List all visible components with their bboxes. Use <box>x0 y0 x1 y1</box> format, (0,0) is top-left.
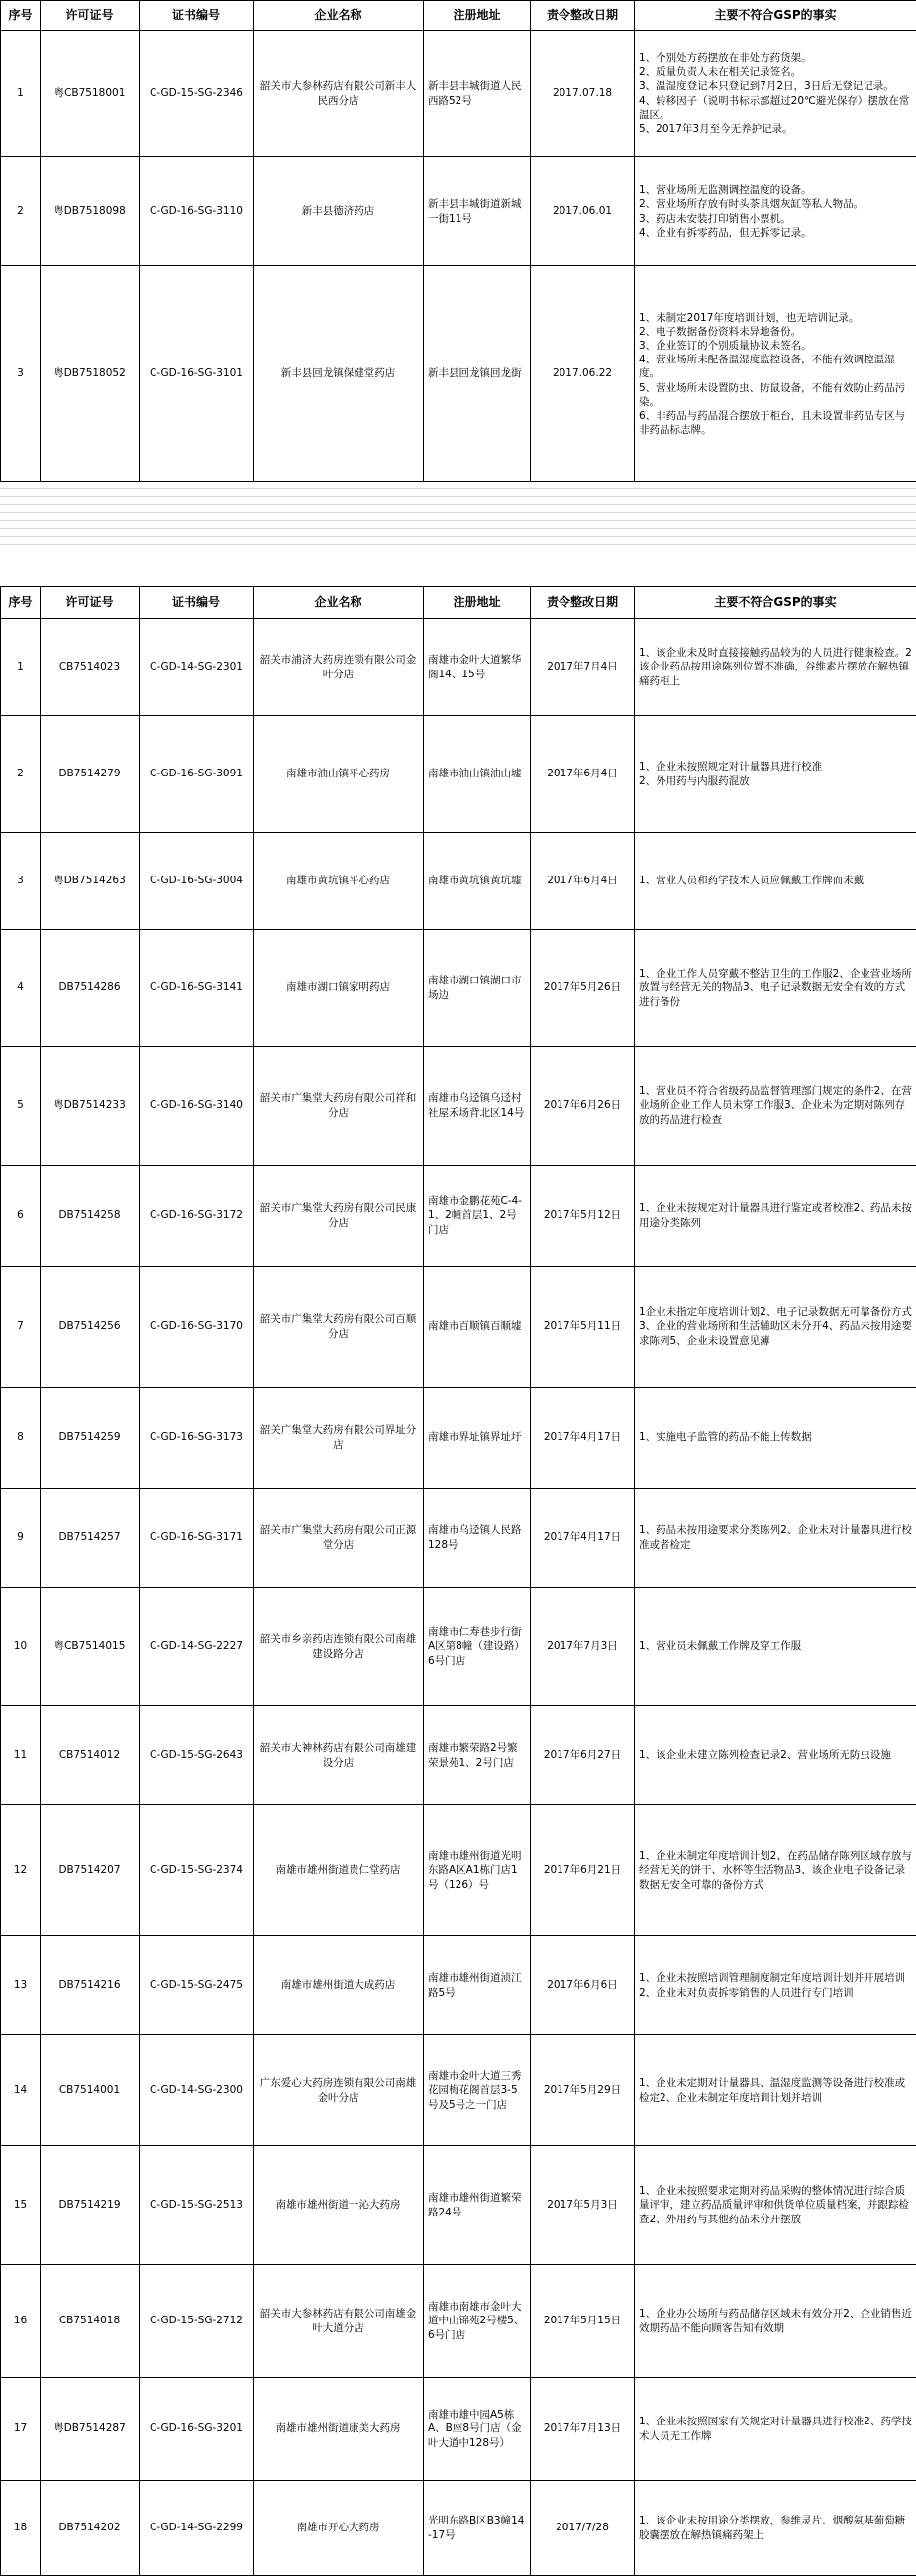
inspection-table-xinfeng <box>0 0 916 482</box>
certificate-cell: C-GD-15-SG-2513 <box>140 2146 254 2265</box>
license-cell: DB7514286 <box>41 930 140 1047</box>
address-cell: 南雄市乌迳镇乌迳村社屋禾场背北区14号 <box>424 1047 531 1166</box>
company-cell: 韶关市广集堂大药房有限公司正源堂分店 <box>254 1489 424 1588</box>
table-row <box>1 1706 916 1805</box>
address-cell: 南雄市南雄市金叶大道中山锦苑2号楼5、6号门店 <box>424 2265 531 2378</box>
table-header-row <box>1 1 916 31</box>
license-cell: CB7514023 <box>41 619 140 716</box>
certificate-cell: C-GD-16-SG-3101 <box>140 266 254 482</box>
violations-cell: 1、企业办公场所与药品储存区域未有效分开2、企业销售近效期药品不能向顾客告知有效期 <box>635 2265 916 2378</box>
company-cell: 韶关市大神林药店有限公司南雄建设分店 <box>254 1706 424 1805</box>
header-cell: 许可证号 <box>41 587 140 619</box>
violations-cell: 1、企业未按规定对计量器具进行鉴定或者校准2、药品未按用途分类陈列 <box>635 1166 916 1267</box>
company-cell: 韶关市乡亲药店连锁有限公司南雄建设路分店 <box>254 1588 424 1706</box>
address-cell: 新丰县丰城街道人民西路52号 <box>424 31 531 157</box>
serial-cell: 17 <box>1 2378 41 2481</box>
certificate-cell: C-GD-15-SG-2643 <box>140 1706 254 1805</box>
address-cell: 南雄市繁荣路2号繁荣景苑1、2号门店 <box>424 1706 531 1805</box>
address-cell: 光明东路B区B3幢14-17号 <box>424 2481 531 2576</box>
serial-cell: 9 <box>1 1489 41 1588</box>
company-cell: 韶关市广集堂大药房有限公司祥和分店 <box>254 1047 424 1166</box>
date-cell: 2017年5月15日 <box>531 2265 635 2378</box>
date-cell: 2017年6月26日 <box>531 1047 635 1166</box>
header-cell: 证书编号 <box>140 1 254 31</box>
serial-cell: 18 <box>1 2481 41 2576</box>
violations-cell: 1、药品未按用途要求分类陈列2、企业未对计量器具进行校准或者检定 <box>635 1489 916 1588</box>
certificate-cell: C-GD-16-SG-3170 <box>140 1267 254 1388</box>
date-cell: 2017年5月11日 <box>531 1267 635 1388</box>
date-cell: 2017年5月12日 <box>531 1166 635 1267</box>
header-cell: 企业名称 <box>254 1 424 31</box>
license-cell: 粤DB7514287 <box>41 2378 140 2481</box>
address-cell: 南雄市黄坑镇黄坑墟 <box>424 833 531 930</box>
address-cell: 南雄市雄中园A5栋A、B座8号门店（金叶大道中128号） <box>424 2378 531 2481</box>
license-cell: DB7514256 <box>41 1267 140 1388</box>
license-cell: CB7514001 <box>41 2035 140 2146</box>
header-cell: 责令整改日期 <box>531 1 635 31</box>
company-cell: 南雄市雄州街道大成药店 <box>254 1936 424 2035</box>
serial-cell: 11 <box>1 1706 41 1805</box>
certificate-cell: C-GD-16-SG-3201 <box>140 2378 254 2481</box>
address-cell: 南雄市雄州街道繁荣路24号 <box>424 2146 531 2265</box>
table-row <box>1 1388 916 1489</box>
table-row <box>1 2035 916 2146</box>
violations-cell: 1企业未指定年度培训计划2、电子记录数据无可靠备份方式3、企业的营业场所和生活辅助区未分开4、药品未按用途要求陈列5、企业未设置意见薄 <box>635 1267 916 1388</box>
header-cell: 注册地址 <box>424 1 531 31</box>
table-row <box>1 1267 916 1388</box>
date-cell: 2017年5月29日 <box>531 2035 635 2146</box>
table-row <box>1 31 916 157</box>
serial-cell: 4 <box>1 930 41 1047</box>
license-cell: 粤CB7514015 <box>41 1588 140 1706</box>
date-cell: 2017.06.01 <box>531 157 635 266</box>
date-cell: 2017年7月4日 <box>531 619 635 716</box>
license-cell: CB7514012 <box>41 1706 140 1805</box>
serial-cell: 1 <box>1 619 41 716</box>
violations-cell: 1、企业未按照培训管理制度制定年度培训计划并开展培训2、企业未对负责拆零销售的人员进行专门培训 <box>635 1936 916 2035</box>
header-cell: 序号 <box>1 587 41 619</box>
table-row <box>1 2481 916 2576</box>
inspection-table-nanxiong <box>0 586 916 2576</box>
serial-cell: 2 <box>1 716 41 833</box>
serial-cell: 3 <box>1 266 41 482</box>
certificate-cell: C-GD-16-SG-3171 <box>140 1489 254 1588</box>
date-cell: 2017年6月4日 <box>531 716 635 833</box>
license-cell: DB7514259 <box>41 1388 140 1489</box>
certificate-cell: C-GD-15-SG-2712 <box>140 2265 254 2378</box>
table-row <box>1 619 916 716</box>
address-cell: 南雄市界址镇界址圩 <box>424 1388 531 1489</box>
certificate-cell: C-GD-14-SG-2227 <box>140 1588 254 1706</box>
header-cell: 企业名称 <box>254 587 424 619</box>
blank-spreadsheet-rows <box>0 481 916 545</box>
date-cell: 2017年4月17日 <box>531 1388 635 1489</box>
header-cell: 序号 <box>1 1 41 31</box>
header-cell: 证书编号 <box>140 587 254 619</box>
table-row <box>1 1936 916 2035</box>
license-cell: 粤DB7514233 <box>41 1047 140 1166</box>
serial-cell: 2 <box>1 157 41 266</box>
company-cell: 韶关广集堂大药房有限公司界址分店 <box>254 1388 424 1489</box>
company-cell: 南雄市油山镇平心药房 <box>254 716 424 833</box>
company-cell: 韶关市大参林药店有限公司南雄金叶大道分店 <box>254 2265 424 2378</box>
serial-cell: 15 <box>1 2146 41 2265</box>
violations-cell: 1、营业场所无监测调控温度的设备。 2、营业场所存放有时头茶具烟灰缸等私人物品。 3、药店未安装打印销售小票机。 4、企业有拆零药品，但无拆零记录。 <box>635 157 916 266</box>
address-cell: 新丰县回龙镇回龙街 <box>424 266 531 482</box>
date-cell: 2017年5月26日 <box>531 930 635 1047</box>
company-cell: 新丰县回龙镇保健堂药店 <box>254 266 424 482</box>
date-cell: 2017年4月17日 <box>531 1489 635 1588</box>
date-cell: 2017年7月13日 <box>531 2378 635 2481</box>
address-cell: 南雄市湖口镇湖口市场边 <box>424 930 531 1047</box>
table-row <box>1 1489 916 1588</box>
license-cell: 粤CB7518001 <box>41 31 140 157</box>
serial-cell: 13 <box>1 1936 41 2035</box>
violations-cell: 1、企业未按照要求定期对药品采购的整体情况进行综合质量评审，建立药品质量评审和供货单位质量档案，并跟踪检查2、外用药与其他药品未分开摆放 <box>635 2146 916 2265</box>
certificate-cell: C-GD-16-SG-3140 <box>140 1047 254 1166</box>
header-cell: 主要不符合GSP的事实 <box>635 587 916 619</box>
certificate-cell: C-GD-14-SG-2300 <box>140 2035 254 2146</box>
table-row <box>1 2378 916 2481</box>
company-cell: 韶关市广集堂大药房有限公司民康分店 <box>254 1166 424 1267</box>
company-cell: 韶关市大参林药店有限公司新丰人民西分店 <box>254 31 424 157</box>
license-cell: 粤DB7518052 <box>41 266 140 482</box>
company-cell: 南雄市雄州街道一沁大药房 <box>254 2146 424 2265</box>
serial-cell: 6 <box>1 1166 41 1267</box>
table-row <box>1 1588 916 1706</box>
header-cell: 责令整改日期 <box>531 587 635 619</box>
license-cell: DB7514258 <box>41 1166 140 1267</box>
company-cell: 南雄市开心大药房 <box>254 2481 424 2576</box>
violations-cell: 1、企业未定期对计量器具、温湿度监测等设备进行校准或检定2、企业未制定年度培训计划并培训 <box>635 2035 916 2146</box>
date-cell: 2017年6月21日 <box>531 1805 635 1936</box>
table-row <box>1 2265 916 2378</box>
violations-cell: 1、企业未按照国家有关规定对计量器具进行校准2、药学技术人员无工作牌 <box>635 2378 916 2481</box>
company-cell: 南雄市湖口镇家明药店 <box>254 930 424 1047</box>
table-row <box>1 266 916 482</box>
license-cell: DB7514202 <box>41 2481 140 2576</box>
certificate-cell: C-GD-16-SG-3110 <box>140 157 254 266</box>
serial-cell: 16 <box>1 2265 41 2378</box>
table-row <box>1 716 916 833</box>
date-cell: 2017.06.22 <box>531 266 635 482</box>
date-cell: 2017年6月6日 <box>531 1936 635 2035</box>
license-cell: 粤DB7514263 <box>41 833 140 930</box>
violations-cell: 1、企业工作人员穿戴不整洁卫生的工作服2、企业营业场所放置与经营无关的物品3、电子记录数据无安全有效的方式进行备份 <box>635 930 916 1047</box>
table-row <box>1 833 916 930</box>
table-row <box>1 930 916 1047</box>
serial-cell: 12 <box>1 1805 41 1936</box>
violations-cell: 1、企业未制定年度培训计划2、在药品储存陈列区域存放与经营无关的饼干、水杯等生活物品3、该企业电子设备记录数据无安全可靠的备份方式 <box>635 1805 916 1936</box>
license-cell: DB7514219 <box>41 2146 140 2265</box>
license-cell: DB7514207 <box>41 1805 140 1936</box>
address-cell: 南雄市油山镇油山墟 <box>424 716 531 833</box>
serial-cell: 10 <box>1 1588 41 1706</box>
serial-cell: 3 <box>1 833 41 930</box>
violations-cell: 1、未制定2017年度培训计划，也无培训记录。 2、电子数据备份资料未异地备份。 3、企业签订的个别质量协议未签名。 4、营业场所未配备温湿度监控设备，不能有效调控温湿度。 5、营业场所未设置防虫、防鼠设备，不能有效防止药品污染。 6、非药品与药品混合摆放于柜台，且未设置非药品专区与非药品标志牌。 <box>635 266 916 482</box>
serial-cell: 8 <box>1 1388 41 1489</box>
address-cell: 南雄市金叶大道三秀花园梅花阁首层3-5号及5号之一门店 <box>424 2035 531 2146</box>
license-cell: DB7514279 <box>41 716 140 833</box>
serial-cell: 1 <box>1 31 41 157</box>
company-cell: 新丰县德济药店 <box>254 157 424 266</box>
certificate-cell: C-GD-16-SG-3004 <box>140 833 254 930</box>
address-cell: 南雄市仁寿巷步行街A区第8幢（建设路）6号门店 <box>424 1588 531 1706</box>
date-cell: 2017年7月3日 <box>531 1588 635 1706</box>
date-cell: 2017.07.18 <box>531 31 635 157</box>
table-row <box>1 157 916 266</box>
address-cell: 南雄市金叶大道繁华阁14、15号 <box>424 619 531 716</box>
table-row <box>1 1166 916 1267</box>
certificate-cell: C-GD-15-SG-2475 <box>140 1936 254 2035</box>
certificate-cell: C-GD-14-SG-2299 <box>140 2481 254 2576</box>
certificate-cell: C-GD-16-SG-3091 <box>140 716 254 833</box>
violations-cell: 1、实施电子监管的药品不能上传数据 <box>635 1388 916 1489</box>
license-cell: DB7514257 <box>41 1489 140 1588</box>
certificate-cell: C-GD-16-SG-3141 <box>140 930 254 1047</box>
company-cell: 广东爱心大药房连锁有限公司南雄金叶分店 <box>254 2035 424 2146</box>
serial-cell: 5 <box>1 1047 41 1166</box>
date-cell: 2017年6月4日 <box>531 833 635 930</box>
license-cell: DB7514216 <box>41 1936 140 2035</box>
address-cell: 南雄市乌迳镇人民路128号 <box>424 1489 531 1588</box>
certificate-cell: C-GD-15-SG-2346 <box>140 31 254 157</box>
address-cell: 南雄市雄州街道光明东路A区A1栋门店1号（126）号 <box>424 1805 531 1936</box>
address-cell: 南雄市金鹏花苑C-4-1、2幢首层1、2号门店 <box>424 1166 531 1267</box>
table-row <box>1 1805 916 1936</box>
serial-cell: 14 <box>1 2035 41 2146</box>
date-cell: 2017年6月27日 <box>531 1706 635 1805</box>
certificate-cell: C-GD-14-SG-2301 <box>140 619 254 716</box>
table-header-row <box>1 587 916 619</box>
violations-cell: 1、营业员未佩戴工作牌及穿工作服 <box>635 1588 916 1706</box>
violations-cell: 1、营业员不符合省级药品监督管理部门规定的条件2、在营业场所企业工作人员未穿工作服3、企业未为定期对陈列存放的药品进行检查 <box>635 1047 916 1166</box>
date-cell: 2017/7/28 <box>531 2481 635 2576</box>
table-row <box>1 1047 916 1166</box>
address-cell: 南雄市百顺镇百顺墟 <box>424 1267 531 1388</box>
violations-cell: 1、该企业未建立陈列检查记录2、营业场所无防虫设施 <box>635 1706 916 1805</box>
license-cell: CB7514018 <box>41 2265 140 2378</box>
company-cell: 南雄市雄州街道康美大药房 <box>254 2378 424 2481</box>
serial-cell: 7 <box>1 1267 41 1388</box>
address-cell: 南雄市雄州街道浈江路5号 <box>424 1936 531 2035</box>
violations-cell: 1、该企业未按用途分类摆放，参维灵片、烟酸氨基葡萄糖胶囊摆放在解热镇痛药架上 <box>635 2481 916 2576</box>
company-cell: 韶关市广集堂大药房有限公司百顺分店 <box>254 1267 424 1388</box>
certificate-cell: C-GD-15-SG-2374 <box>140 1805 254 1936</box>
violations-cell: 1、企业未按照规定对计量器具进行校准 2、外用药与内服药混放 <box>635 716 916 833</box>
address-cell: 新丰县丰城街道新城一街11号 <box>424 157 531 266</box>
header-cell: 主要不符合GSP的事实 <box>635 1 916 31</box>
company-cell: 韶关市浦济大药房连锁有限公司金叶分店 <box>254 619 424 716</box>
company-cell: 南雄市黄坑镇平心药店 <box>254 833 424 930</box>
certificate-cell: C-GD-16-SG-3173 <box>140 1388 254 1489</box>
date-cell: 2017年5月3日 <box>531 2146 635 2265</box>
table-row <box>1 2146 916 2265</box>
header-cell: 注册地址 <box>424 587 531 619</box>
violations-cell: 1、营业人员和药学技术人员应佩戴工作牌而未戴 <box>635 833 916 930</box>
header-cell: 许可证号 <box>41 1 140 31</box>
violations-cell: 1、个别处方药摆放在非处方药货架。 2、质量负责人未在相关记录签名。 3、温湿度登记本只登记到7月2日，3日后无登记记录。 4、转移因子（说明书标示部超过20℃避光保存）摆放在常温区。 5、2017年3月至今无养护记录。 <box>635 31 916 157</box>
license-cell: 粤DB7518098 <box>41 157 140 266</box>
violations-cell: 1、该企业未及时直接接触药品较为的人员进行健康检查。2该企业药品按用途陈列位置不准确，谷维素片摆放在解热镇痛药柜上 <box>635 619 916 716</box>
company-cell: 南雄市雄州街道贵仁堂药店 <box>254 1805 424 1936</box>
certificate-cell: C-GD-16-SG-3172 <box>140 1166 254 1267</box>
